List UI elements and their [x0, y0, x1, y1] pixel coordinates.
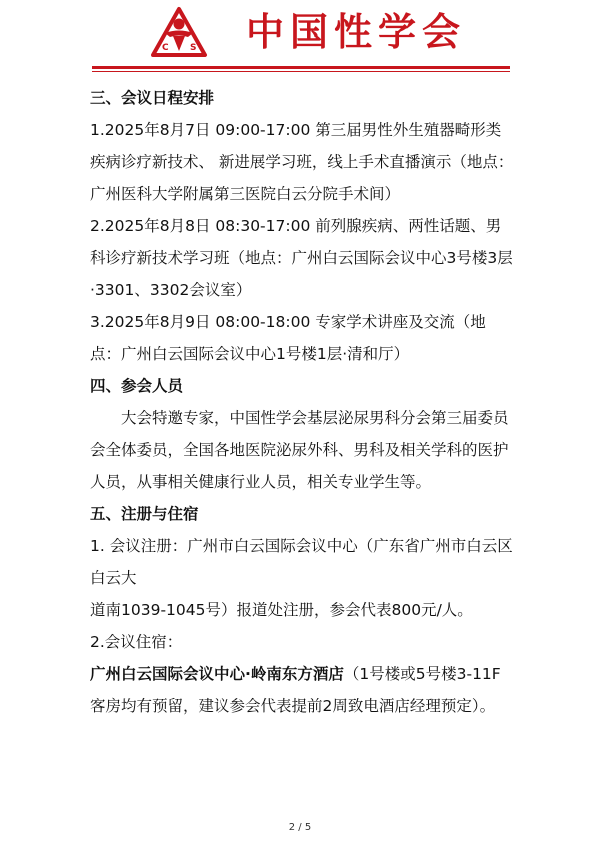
schedule-item-1: 1.2025年8月7日 09:00-17:00 第三届男性外生殖器畸形类疾病诊疗新技术、 新进展学习班，线上手术直播演示（地点：广州医科大学附属第三医院白云分院手术间） — [90, 121, 514, 203]
header-rule-thick — [92, 66, 510, 69]
section-title-schedule: 三、会议日程安排 — [90, 89, 215, 107]
schedule-item-3: 3.2025年8月9日 08:00-18:00 专家学术讲座及交流（地点：广州白云国际会议中心1号楼1层·清和厅） — [90, 313, 486, 363]
section-title-attendees: 四、参会人员 — [90, 377, 184, 395]
registration-line-1: 1. 会议注册：广州市白云国际会议中心（广东省广州市白云区白云大 — [90, 537, 513, 587]
lodging-label: 2.会议住宿： — [90, 633, 183, 651]
letterhead — [0, 0, 600, 78]
svg-text:S: S — [190, 43, 197, 53]
page-number: 2 / 5 — [288, 822, 312, 833]
lodging-paragraph — [90, 658, 516, 722]
hotel-name: 广州白云国际会议中心·岭南东方酒店 — [90, 665, 344, 683]
document-body — [90, 82, 516, 722]
attendees-paragraph: 大会特邀专家，中国性学会基层泌尿男科分会第三届委员会全体委员，全国各地医院泌尿外科、男科及相关学科的医护人员，从事相关健康行业人员，相关专业学生等。 — [90, 409, 509, 491]
registration-line-2: 道南1039-1045号）报道处注册，参会代表800元/人。 — [90, 601, 473, 619]
hotel-note: （1号楼或5号楼3-11F客房均有预留，建议参会代表提前2周致电酒店经理预定）。 — [90, 665, 501, 715]
org-name: 中国性学会 — [246, 9, 467, 54]
header-rule-thin — [92, 71, 510, 72]
society-logo-icon — [150, 6, 208, 58]
schedule-item-2: 2.2025年8月8日 08:30-17:00 前列腺疾病、两性话题、男科诊疗新技术学习班（地点：广州白云国际会议中心3号楼3层·3301、3302会议室） — [90, 217, 513, 299]
svg-text:C: C — [162, 43, 169, 53]
section-title-registration: 五、注册与住宿 — [90, 505, 199, 523]
